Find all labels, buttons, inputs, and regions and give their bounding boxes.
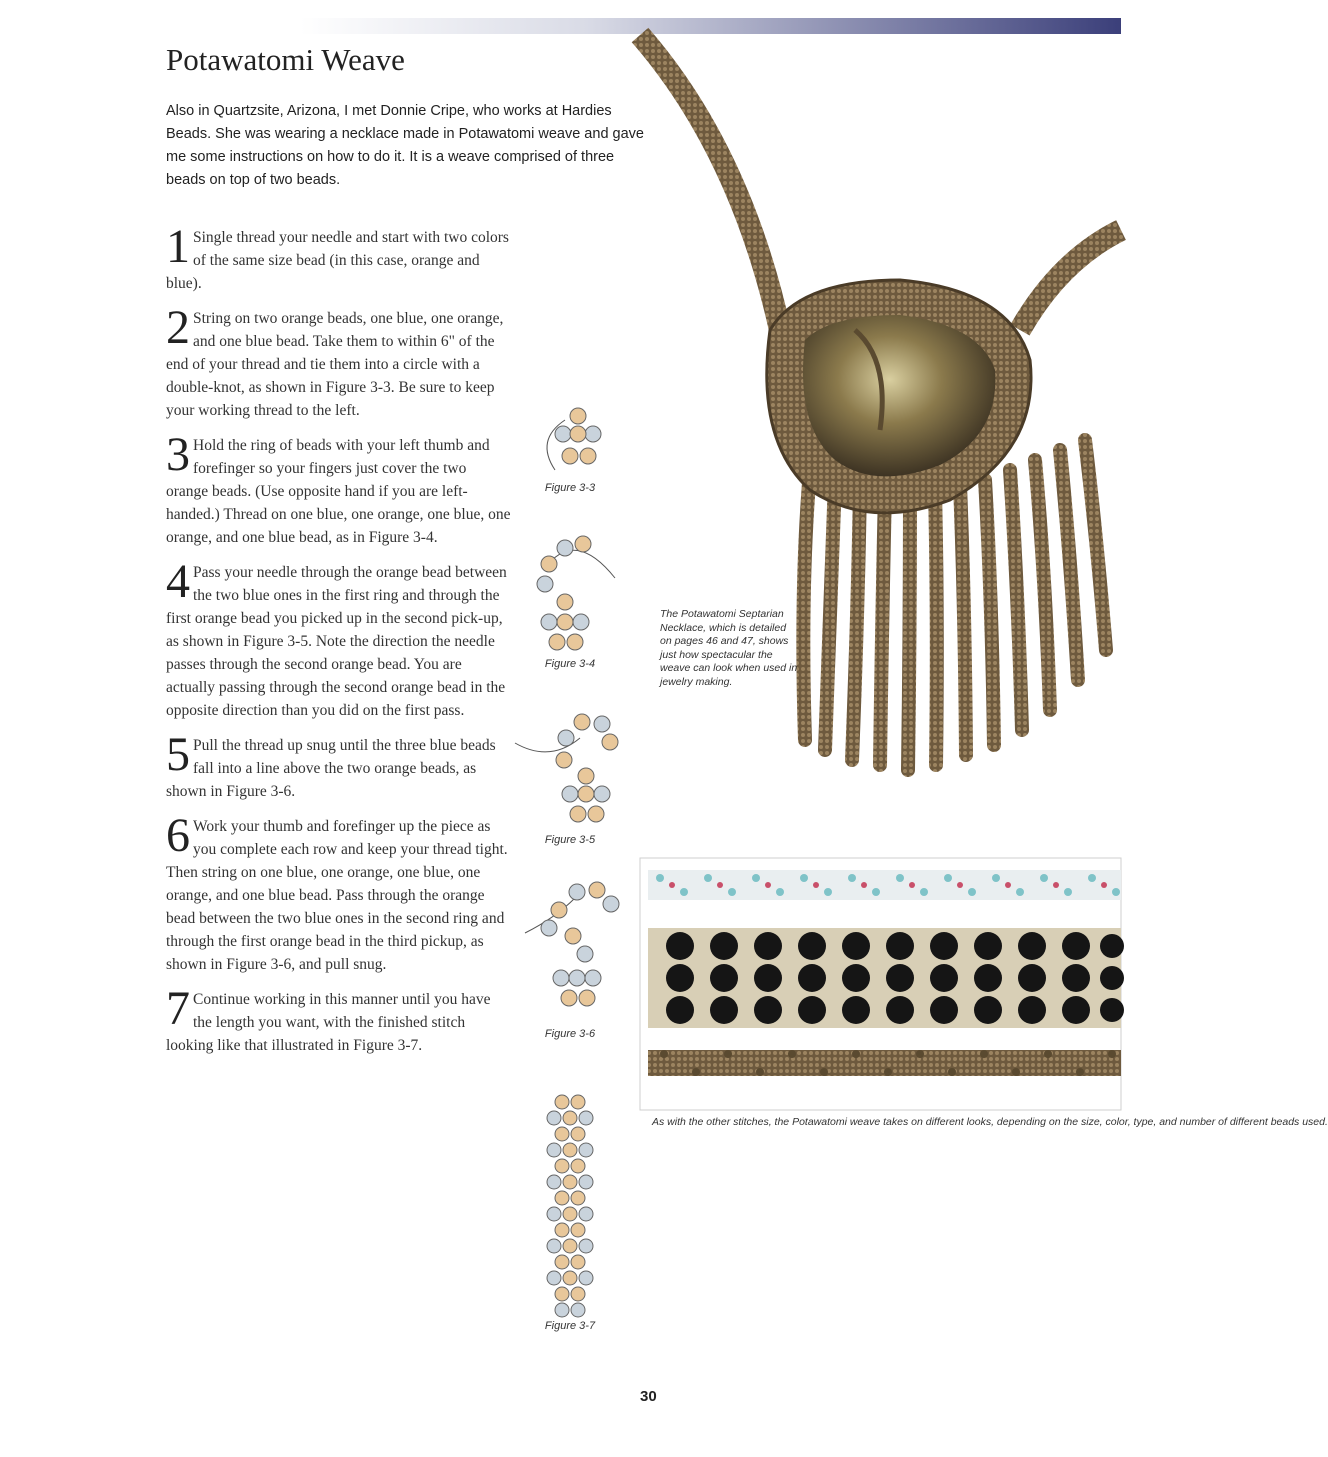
step-text: Pull the thread up snug until the three blue beads fall into a line above the two orange beads, as shown in Figure 3-6. <box>166 737 496 800</box>
step-6 <box>166 809 511 976</box>
page-title: Potawatomi Weave <box>166 42 405 77</box>
step-text: Hold the ring of beads with your left thumb and forefinger so your fingers just cover the two orange beads. (Use opposite hand if you are left-handed.) Thread on one blue, one orange, one blue, one orange, and one blue bead, as in Figure 3-4. <box>166 437 511 546</box>
step-number: 1 <box>166 220 190 273</box>
step-1 <box>166 220 511 295</box>
step-text: Single thread your needle and start with two colors of the same size bead (in this case, orange and blue). <box>166 229 509 292</box>
page-number: 30 <box>640 1388 657 1405</box>
figure-3-4 <box>510 528 630 670</box>
step-text: Work your thumb and forefinger up the piece as you complete each row and keep your thread tight. Then string on one blue, one orange, one blue, one orange, and one blue bead. Pass through the orange bead between the two blue ones in the second ring and through the first orange bead in the third pickup, as shown in Figure 3-6, and pull snug. <box>166 818 508 973</box>
figure-caption: Figure 3-4 <box>544 658 596 670</box>
bracelet-caption: As with the other stitches, the Potawatomi weave takes on different looks, depending on the size, color, type, and number of different beads used. <box>652 1116 1328 1128</box>
steps-list <box>166 220 511 1069</box>
necklace-caption: The Potawatomi Septarian Necklace, which is detailed on pages 46 and 47, shows just how spectacular the weave can look when used in jewelry making. <box>660 608 798 688</box>
step-number: 4 <box>166 555 190 608</box>
step-2 <box>166 301 511 422</box>
step-number: 2 <box>166 301 190 354</box>
step-3 <box>166 428 511 549</box>
step-text: Continue working in this manner until you have the length you want, with the finished stitch looking like that illustrated in Figure 3-7. <box>166 991 491 1054</box>
figure-caption: Figure 3-5 <box>544 834 596 846</box>
step-7 <box>166 982 511 1057</box>
step-number: 6 <box>166 809 190 862</box>
figure-3-7 <box>510 1090 630 1332</box>
bead-stitch-diagram <box>530 1090 610 1320</box>
bead-ring-diagram <box>515 878 625 1028</box>
bead-ring-diagram <box>525 400 615 482</box>
step-text: Pass your needle through the orange bead between the two blue ones in the first ring and through the first orange bead you picked up in the second pick-up, as shown in Figure 3-5. Note the direction the needle passes through the second orange bead. You are actually passing through the second orange bead in the opposite direction than you did on the first pass. <box>166 564 507 719</box>
bead-ring-diagram <box>510 708 630 834</box>
step-number: 3 <box>166 428 190 481</box>
figure-caption: Figure 3-3 <box>544 482 596 494</box>
figure-3-6 <box>510 878 630 1040</box>
step-number: 5 <box>166 728 190 781</box>
figure-caption: Figure 3-6 <box>544 1028 596 1040</box>
figure-3-5 <box>510 708 630 846</box>
step-4 <box>166 555 511 722</box>
step-5 <box>166 728 511 803</box>
step-text: String on two orange beads, one blue, one orange, and one blue bead. Take them to within 6" of the end of your thread and tie them into a circle with a double-knot, as shown in Figure 3-3. Be sure to keep your working thread to the left. <box>166 310 504 419</box>
step-number: 7 <box>166 982 190 1035</box>
figure-3-3 <box>510 400 630 494</box>
bracelet-photo <box>640 858 1121 1110</box>
intro-paragraph: Also in Quartzsite, Arizona, I met Donnie Cripe, who works at Hardies Beads. She was wearing a necklace made in Potawatomi weave and gave me some instructions on how to do it. It is a weave comprised of three beads on top of two beads. <box>166 103 644 188</box>
figure-column <box>510 400 630 1350</box>
figure-caption: Figure 3-7 <box>544 1320 596 1332</box>
bead-ring-diagram <box>515 528 625 658</box>
